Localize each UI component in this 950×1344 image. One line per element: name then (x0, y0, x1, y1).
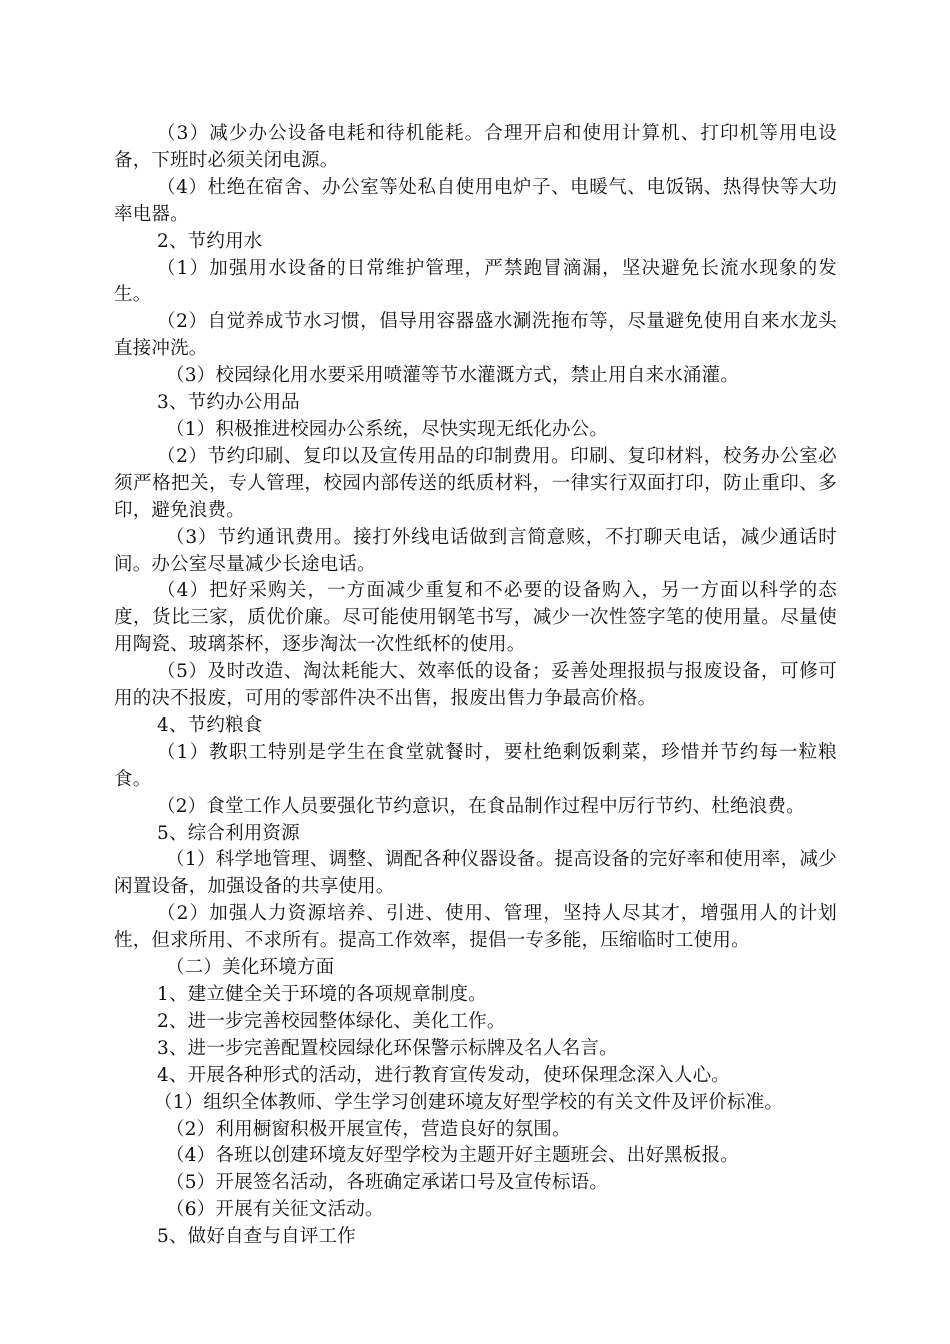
list-item: 1、建立健全关于环境的各项规章制度。 (157, 984, 487, 1005)
paragraph: （2）加强人力资源培养、引进、使用、管理，坚持人尽其才，增强用人的计划性，但求所用、不求所有。提高工作效率，提倡一专多能，压缩临时工使用。 (114, 903, 837, 952)
paragraph: （3）减少办公设备电耗和待机能耗。合理开启和使用计算机、打印机等用电设备，下班时必须关闭电源。 (114, 123, 837, 171)
paragraph: （1）组织全体教师、学生学习创建环境友好型学校的有关文件及评价标准。 (154, 1091, 784, 1113)
paragraph: （4）把好采购关，一方面减少重复和不必要的设备购入，另一方面以科学的态度，货比三家，质优价廉。尽可能使用钢笔书写，减少一次性签字笔的使用量。尽量使用陶瓷、玻璃茶杯，逐步淘汰一次性纸杯的使用。 (114, 580, 837, 656)
paragraph: （2）自觉养成节水习惯，倡导用容器盛水涮洗拖布等，尽量避免使用自来水龙头直接冲洗。 (114, 311, 837, 360)
section-heading: 2、节约用水 (157, 230, 263, 252)
paragraph: （6）开展有关征文活动。 (166, 1199, 384, 1221)
paragraph: （1）科学地管理、调整、调配各种仪器设备。提高设备的完好率和使用率，减少闲置设备，加强设备的共享使用。 (114, 849, 837, 898)
paragraph: （2）食堂工作人员要强化节约意识，在食品制作过程中厉行节约、杜绝浪费。 (157, 795, 805, 817)
paragraph: （2）利用橱窗积极开展宣传，营造良好的氛围。 (166, 1118, 571, 1140)
section-heading: 3、节约办公用品 (157, 392, 300, 414)
paragraph: （1）教职工特别是学生在食堂就餐时，要杜绝剩饭剩菜，珍惜并节约每一粒粮食。 (114, 741, 837, 790)
list-item: 3、进一步完善配置校园绿化环保警示标牌及名人名言。 (157, 1037, 618, 1059)
paragraph: （2）节约印刷、复印以及宣传用品的印制费用。印刷、复印材料，校务办公室必须严格把关，专人管理，校园内部传送的纸质材料，一律实行双面打印，防止重印、多印，避免浪费。 (114, 445, 837, 521)
list-item: 4、开展各种形式的活动，进行教育宣传发动，使环保理念深入人心。 (157, 1064, 730, 1086)
paragraph: （4）各班以创建环境友好型学校为主题开好主题班会、出好黑板报。 (166, 1145, 739, 1167)
list-item: 5、做好自查与自评工作 (157, 1226, 356, 1248)
paragraph: （4）杜绝在宿舍、办公室等处私自使用电炉子、电暖气、电饭锅、热得快等大功率电器。 (114, 176, 837, 225)
paragraph: （5）及时改造、淘汰耗能大、效率低的设备；妥善处理报损与报废设备，可修可用的决不报废，可用的零部件决不出售，报废出售力争最高价格。 (114, 661, 837, 710)
list-item: 2、进一步完善校园整体绿化、美化工作。 (157, 1010, 506, 1032)
section-heading: 4、节约粮食 (157, 714, 263, 736)
document-body (114, 121, 837, 1251)
section-heading: （二）美化环境方面 (166, 957, 335, 979)
paragraph: （3）校园绿化用水要采用喷灌等节水灌溉方式，禁止用自来水涌灌。 (166, 365, 739, 387)
paragraph: （1）加强用水设备的日常维护管理，严禁跑冒滴漏，坚决避免长流水现象的发生。 (114, 257, 837, 306)
paragraph: （5）开展签名活动，各班确定承诺口号及宣传标语。 (166, 1172, 609, 1194)
paragraph: （1）积极推进校园办公系统，尽快实现无纸化办公。 (166, 418, 609, 440)
section-heading: 5、综合利用资源 (157, 822, 300, 844)
paragraph: （3）节约通讯费用。接打外线电话做到言简意赅，不打聊天电话，减少通话时间。办公室尽量减少长途电话。 (114, 526, 837, 575)
